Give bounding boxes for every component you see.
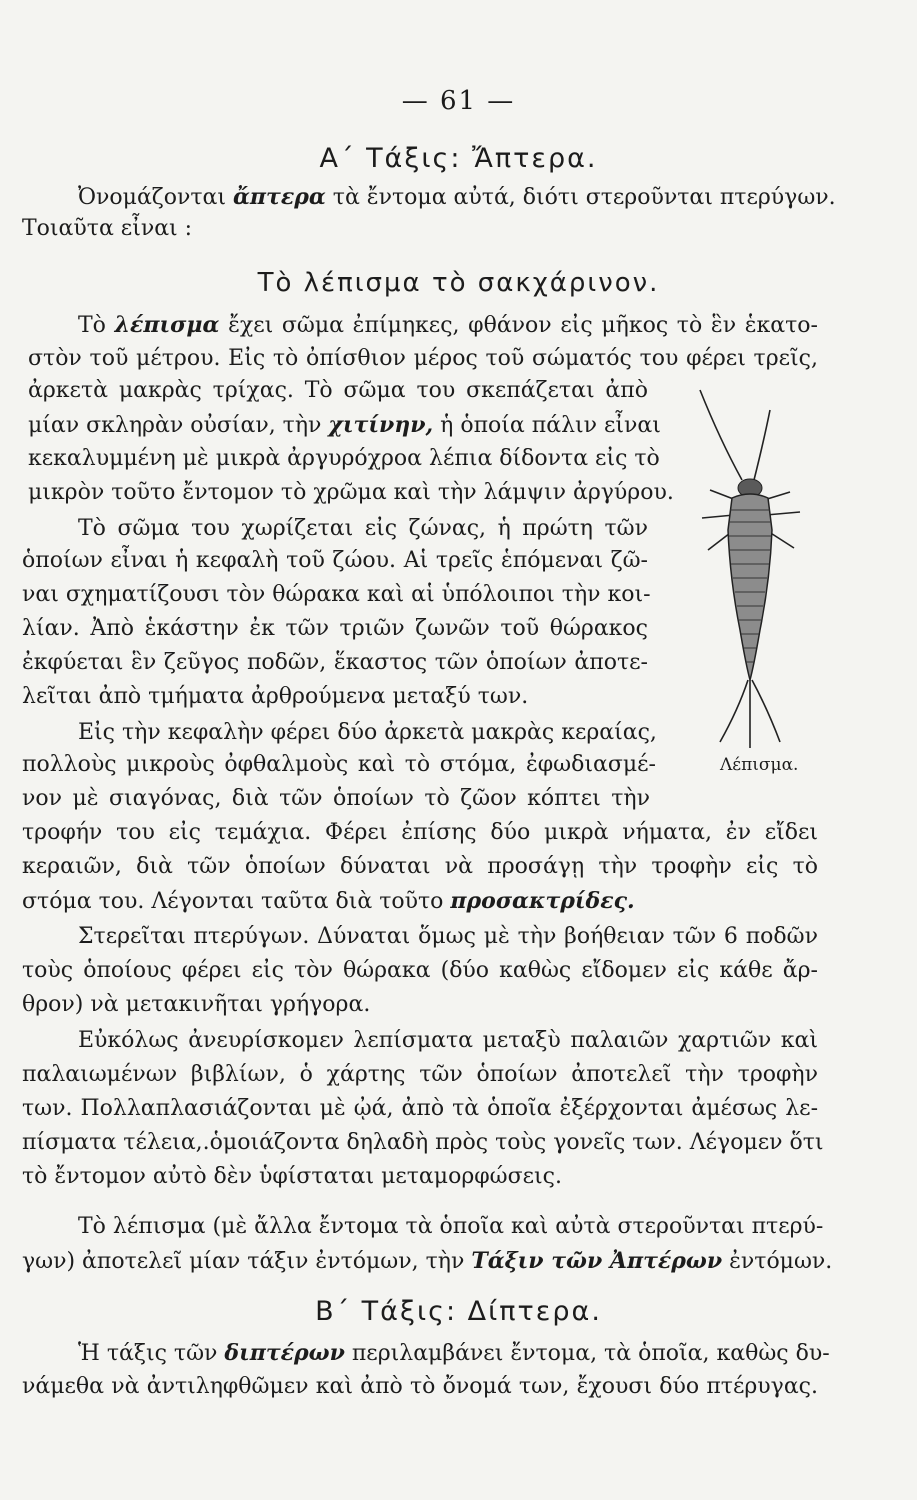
p2-line: ἐκφύεται ἓν ζεῦγος ποδῶν, ἕκαστος τῶν ὁποίων ἀποτε- — [22, 650, 648, 675]
p3-line: κεραιῶν, διὰ τῶν ὁποίων δύναται νὰ προσάγῃ τὴν τροφὴν εἰς τὸ — [22, 854, 818, 879]
b-p1-line: νάμεθα νὰ ἀντιληφθῶμεν καὶ ἀπὸ τὸ ὄνομά των, ἔχουσι δύο πτέρυγας. — [22, 1374, 818, 1399]
p3-line: πολλοὺς μικροὺς ὀφθαλμοὺς καὶ τὸ στόμα, ἐφωδιασμέ- — [22, 752, 656, 777]
text-run: στόμα του. Λέγονται ταῦτα διὰ τοῦτο — [22, 889, 451, 914]
p6-line — [22, 1246, 833, 1277]
p5-line: των. Πολλαπλασιάζονται μὲ ᾠά, ἀπὸ τὰ ὁποῖα ἐξέρχονται ἀμέσως λε- — [22, 1096, 818, 1121]
p4-line: θρον) νὰ μετακινῆται γρήγορα. — [22, 992, 371, 1017]
subsection-heading: Τὸ λέπισμα τὸ σακχάρινον. — [257, 268, 660, 298]
text-run: Ὀνομάζονται — [78, 185, 233, 210]
p3-line: Εἰς τὴν κεφαλὴν φέρει δύο ἀρκετὰ μακρὰς κεραίας, — [78, 720, 657, 745]
p3-line — [22, 886, 635, 917]
p1-line: ἀρκετὰ μακρὰς τρίχας. Τὸ σῶμα του σκεπάζεται ἀπὸ — [28, 378, 648, 403]
text-run: ἐντόμων. — [722, 1249, 833, 1274]
b-p1-line — [78, 1338, 830, 1369]
term-diptera: διπτέρων — [224, 1340, 345, 1366]
text-run: Ἡ τάξις τῶν — [78, 1341, 225, 1366]
p4-line: τοὺς ὁποίους φέρει εἰς τὸν θώρακα (δύο καθὼς εἴδομεν εἰς κάθε ἄρ- — [22, 958, 818, 983]
p2-line: λεῖται ἀπὸ τμήματα ἀρθρούμενα μεταξύ των. — [22, 684, 529, 709]
p1-line: μικρὸν τοῦτο ἔντομον τὸ χρῶμα καὶ τὴν λάμψιν ἀργύρου. — [28, 480, 674, 505]
term-lepisma: λέπισμα — [114, 312, 220, 338]
p1-line — [78, 310, 818, 341]
text-run: τὰ ἔντομα αὐτά, διότι στεροῦνται πτερύγων. — [325, 185, 836, 210]
p1-line: στὸν τοῦ μέτρου. Εἰς τὸ ὀπίσθιον μέρος τοῦ σώματός του φέρει τρεῖς, — [28, 346, 818, 371]
figure-caption: Λέπισμα. — [720, 755, 799, 775]
p5-line: πίσματα τέλεια,.ὁμοιάζοντα δηλαδὴ πρὸς τοὺς γονεῖς των. Λέγομεν ὅτι — [22, 1130, 824, 1155]
text-run: μίαν σκληρὰν οὐσίαν, τὴν — [28, 413, 329, 438]
p2-line: λίαν. Ἀπὸ ἑκάστην ἐκ τῶν τριῶν ζωνῶν τοῦ θώρακος — [22, 616, 648, 641]
section-b-heading: Β΄ Τάξις: Δίπτερα. — [315, 1296, 602, 1327]
p5-line: παλαιωμένων βιβλίων, ὁ χάρτης τῶν ὁποίων ἀποτελεῖ τὴν τροφὴν — [22, 1062, 818, 1087]
term-chitin: χιτίνην, — [328, 412, 434, 438]
text-run: ἔχει σῶμα ἐπίμηκες, φθάνον εἰς μῆκος τὸ ἓν ἑκατο- — [219, 313, 818, 338]
cercus-right — [752, 680, 780, 742]
antenna-right — [754, 410, 770, 480]
p2-line: ὁποίων εἶναι ἡ κεφαλὴ τοῦ ζώου. Αἱ τρεῖς ἑπόμεναι ζῶ- — [22, 548, 648, 573]
term-prosaktrides: προσακτρίδες. — [450, 888, 635, 914]
p3-line: νον μὲ σιαγόνας, διὰ τῶν ὁποίων τὸ ζῶον κόπτει τὴν — [22, 786, 650, 811]
p1-line — [28, 410, 661, 441]
term-apterygota-order: Τάξιν τῶν Ἀπτέρων — [471, 1248, 723, 1274]
p4-line: Στερεῖται πτερύγων. Δύναται ὅμως μὲ τὴν βοήθειαν τῶν 6 ποδῶν — [78, 924, 818, 949]
intro-line-1 — [78, 182, 836, 213]
section-a-heading: Α΄ Τάξις: Ἄπτερα. — [319, 143, 598, 174]
p3-line: τροφήν του εἰς τεμάχια. Φέρει ἐπίσης δύο μικρὰ νήματα, ἐν εἴδει — [22, 820, 818, 845]
p1-line: κεκαλυμμένη μὲ μικρὰ ἀργυρόχροα λέπια δίδοντα εἰς τὸ — [28, 446, 660, 471]
page-number: — 61 — — [401, 86, 516, 116]
p6-line: Τὸ λέπισμα (μὲ ἄλλα ἔντομα τὰ ὁποῖα καὶ αὐτὰ στεροῦνται πτερύ- — [78, 1214, 824, 1239]
p5-line: Εὐκόλως ἀνευρίσκομεν λεπίσματα μεταξὺ παλαιῶν χαρτιῶν καὶ — [78, 1028, 818, 1053]
antenna-left — [700, 390, 742, 480]
intro-line-2: Τοιαῦτα εἶναι : — [22, 216, 193, 241]
text-run: ἡ ὁποία πάλιν εἶναι — [433, 413, 661, 438]
term-apterous: ἄπτερα — [233, 184, 326, 210]
text-run: περιλαμβάνει ἔντομα, τὰ ὁποῖα, καθὼς δυ- — [344, 1341, 830, 1366]
cercus-left — [720, 680, 748, 742]
p2-line: Τὸ σῶμα του χωρίζεται εἰς ζώνας, ἡ πρώτη τῶν — [78, 516, 648, 541]
p5-line: τὸ ἔντομον αὐτὸ δὲν ὑφίσταται μεταμορφώσεις. — [22, 1164, 562, 1189]
silverfish-illustration — [680, 380, 820, 750]
p2-line: ναι σχηματίζουσι τὸν θώρακα καὶ αἱ ὑπόλοιποι τὴν κοι- — [22, 582, 651, 607]
text-run: Τὸ — [78, 313, 115, 338]
text-run: γων) ἀποτελεῖ μίαν τάξιν ἐντόμων, τὴν — [22, 1249, 472, 1274]
